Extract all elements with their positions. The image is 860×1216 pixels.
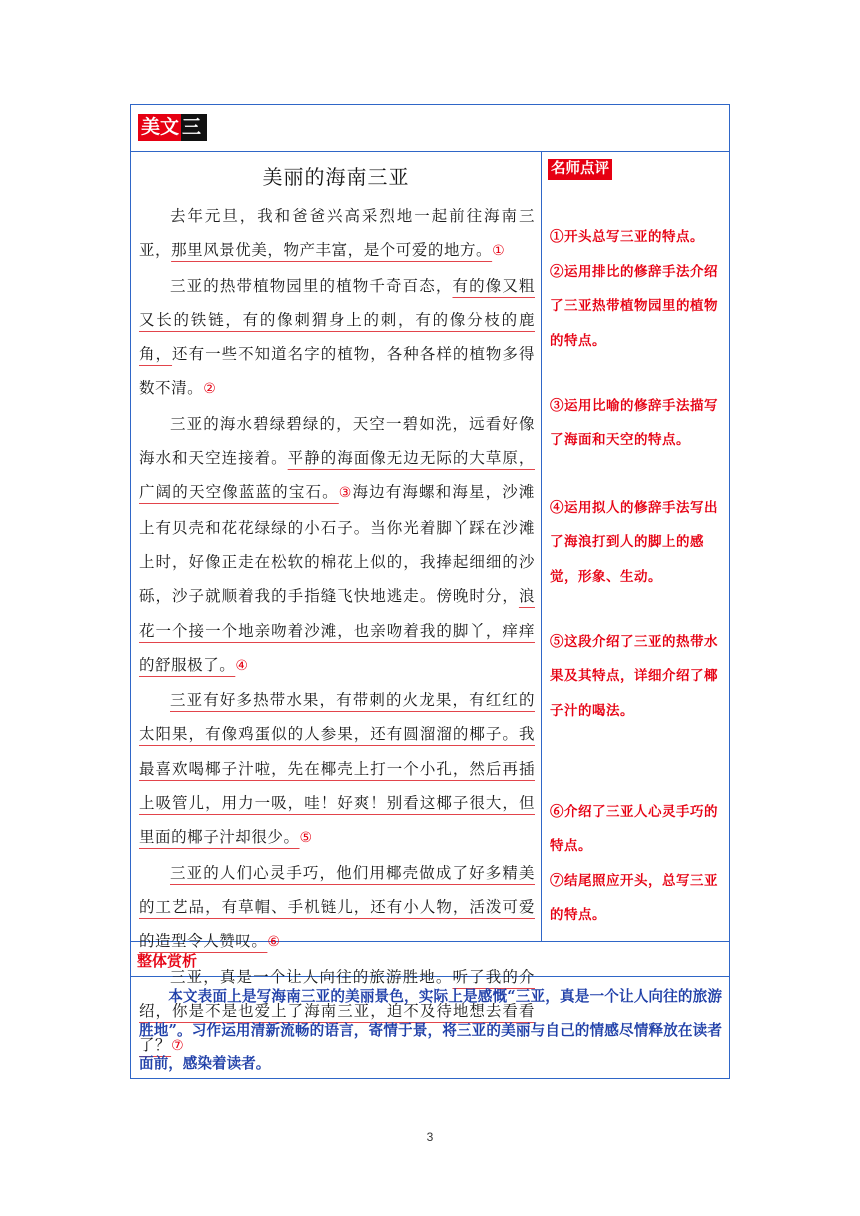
paragraph <box>139 856 535 960</box>
annotation-marker: ④ <box>235 657 249 674</box>
section-tag-number: 三 <box>181 114 207 141</box>
annotation-marker: ⑤ <box>299 830 313 847</box>
paragraph <box>139 199 535 269</box>
text-run: 去年元旦，我和爸爸兴高采烈地一起前往海南三亚， <box>139 207 535 260</box>
comment-2: ②运用排比的修辞手法介绍了三亚热带植物园里的植物的特点。 <box>550 264 718 349</box>
article-table <box>130 104 730 1079</box>
section-tag <box>138 114 207 141</box>
paragraph <box>139 269 535 407</box>
text-run: 三亚的热带植物园里的植物千奇百态， <box>170 276 453 295</box>
comment-6: ⑥介绍了三亚人心灵手巧的特点。 <box>550 804 718 855</box>
underlined-text: 那里风景优美，物产丰富，是个可爱的地方。 <box>171 241 493 260</box>
underlined-text: 听了我的介绍，你是不是也爱上了海南三亚，迫不及待地想去看看了？ <box>139 967 535 1055</box>
paragraph <box>139 683 535 855</box>
annotation-marker: ⑥ <box>267 934 281 951</box>
comment-3: ③运用比喻的修辞手法描写了海面和天空的特点。 <box>550 398 718 449</box>
comment-4: ④运用拟人的修辞手法写出了海浪打到人的脚上的感觉，形象、生动。 <box>550 500 718 585</box>
annotation-marker: ② <box>203 381 217 398</box>
annotation-marker: ⑦ <box>171 1038 185 1055</box>
article-title: 美丽的海南三亚 <box>262 165 410 189</box>
section-tag-label: 美文 <box>138 114 181 141</box>
comment-7: ⑦结尾照应开头，总写三亚的特点。 <box>550 873 718 924</box>
article-body <box>139 199 535 1063</box>
row-divider <box>131 151 729 152</box>
paragraph <box>139 407 535 683</box>
column-divider <box>541 151 542 941</box>
text-run: 三亚的海水碧绿碧绿的，天空一碧如洗，远看好像海水和天空连接着。 <box>139 414 535 468</box>
underlined-text: 有的像又粗又长的铁链，有的像刺猬身上的刺，有的像分枝的鹿角， <box>139 276 535 364</box>
text-run: 还有一些不知道名字的植物，各种各样的植物多得数不清。 <box>139 345 535 398</box>
text-run: 三亚，真是一个让人向往的旅游胜地。 <box>170 967 453 986</box>
underlined-text: 浪花一个接一个地亲吻着沙滩，也亲吻着我的脚丫，痒痒的舒服极了。 <box>139 587 535 674</box>
overall-label: 整体赏析 <box>137 952 198 970</box>
underlined-text: 平静的海面像无边无际的大草原，广阔的天空像蓝蓝的宝石。 <box>139 449 535 502</box>
comment-1: ①开头总写三亚的特点。 <box>550 229 704 245</box>
comment-5: ⑤这段介绍了三亚的热带水果及其特点，详细介绍了椰子汁的喝法。 <box>550 634 718 719</box>
annotation-marker: ① <box>492 243 506 260</box>
commentary-label: 名师点评 <box>548 159 612 180</box>
text-run: 海边有海螺和海星，沙滩上有贝壳和花花绿绿的小石子。当你光着脚丫踩在沙滩上时，好像正走在松软的棉花上似的，我捧起细细的沙砾，沙子就顺着我的手指缝飞快地逃走。傍晚时分， <box>139 483 535 606</box>
overall-text: 本文表面上是写海南三亚的美丽景色，实际上是感慨“三亚，真是一个让人向往的旅游胜地”。习作运用清新流畅的语言，寄情于景，将三亚的美丽与自己的情感尽情释放在读者面前，感染着读者。 <box>139 988 722 1072</box>
annotation-marker: ③ <box>338 485 353 502</box>
underlined-text: 三亚的人们心灵手巧，他们用椰壳做成了好多精美的工艺品，有草帽、手机链儿，还有小人物，活泼可爱的造型令人赞叹。 <box>139 863 535 951</box>
underlined-text: 三亚有好多热带水果，有带刺的火龙果，有红红的太阳果，有像鸡蛋似的人参果，还有圆溜溜的椰子。我最喜欢喝椰子汁啦，先在椰壳上打一个小孔，然后再插上吸管儿，用力一吸，哇！好爽！别看这椰子很大，但里面的椰子汁却很少。 <box>139 691 535 847</box>
page-number: 3 <box>426 1130 434 1144</box>
